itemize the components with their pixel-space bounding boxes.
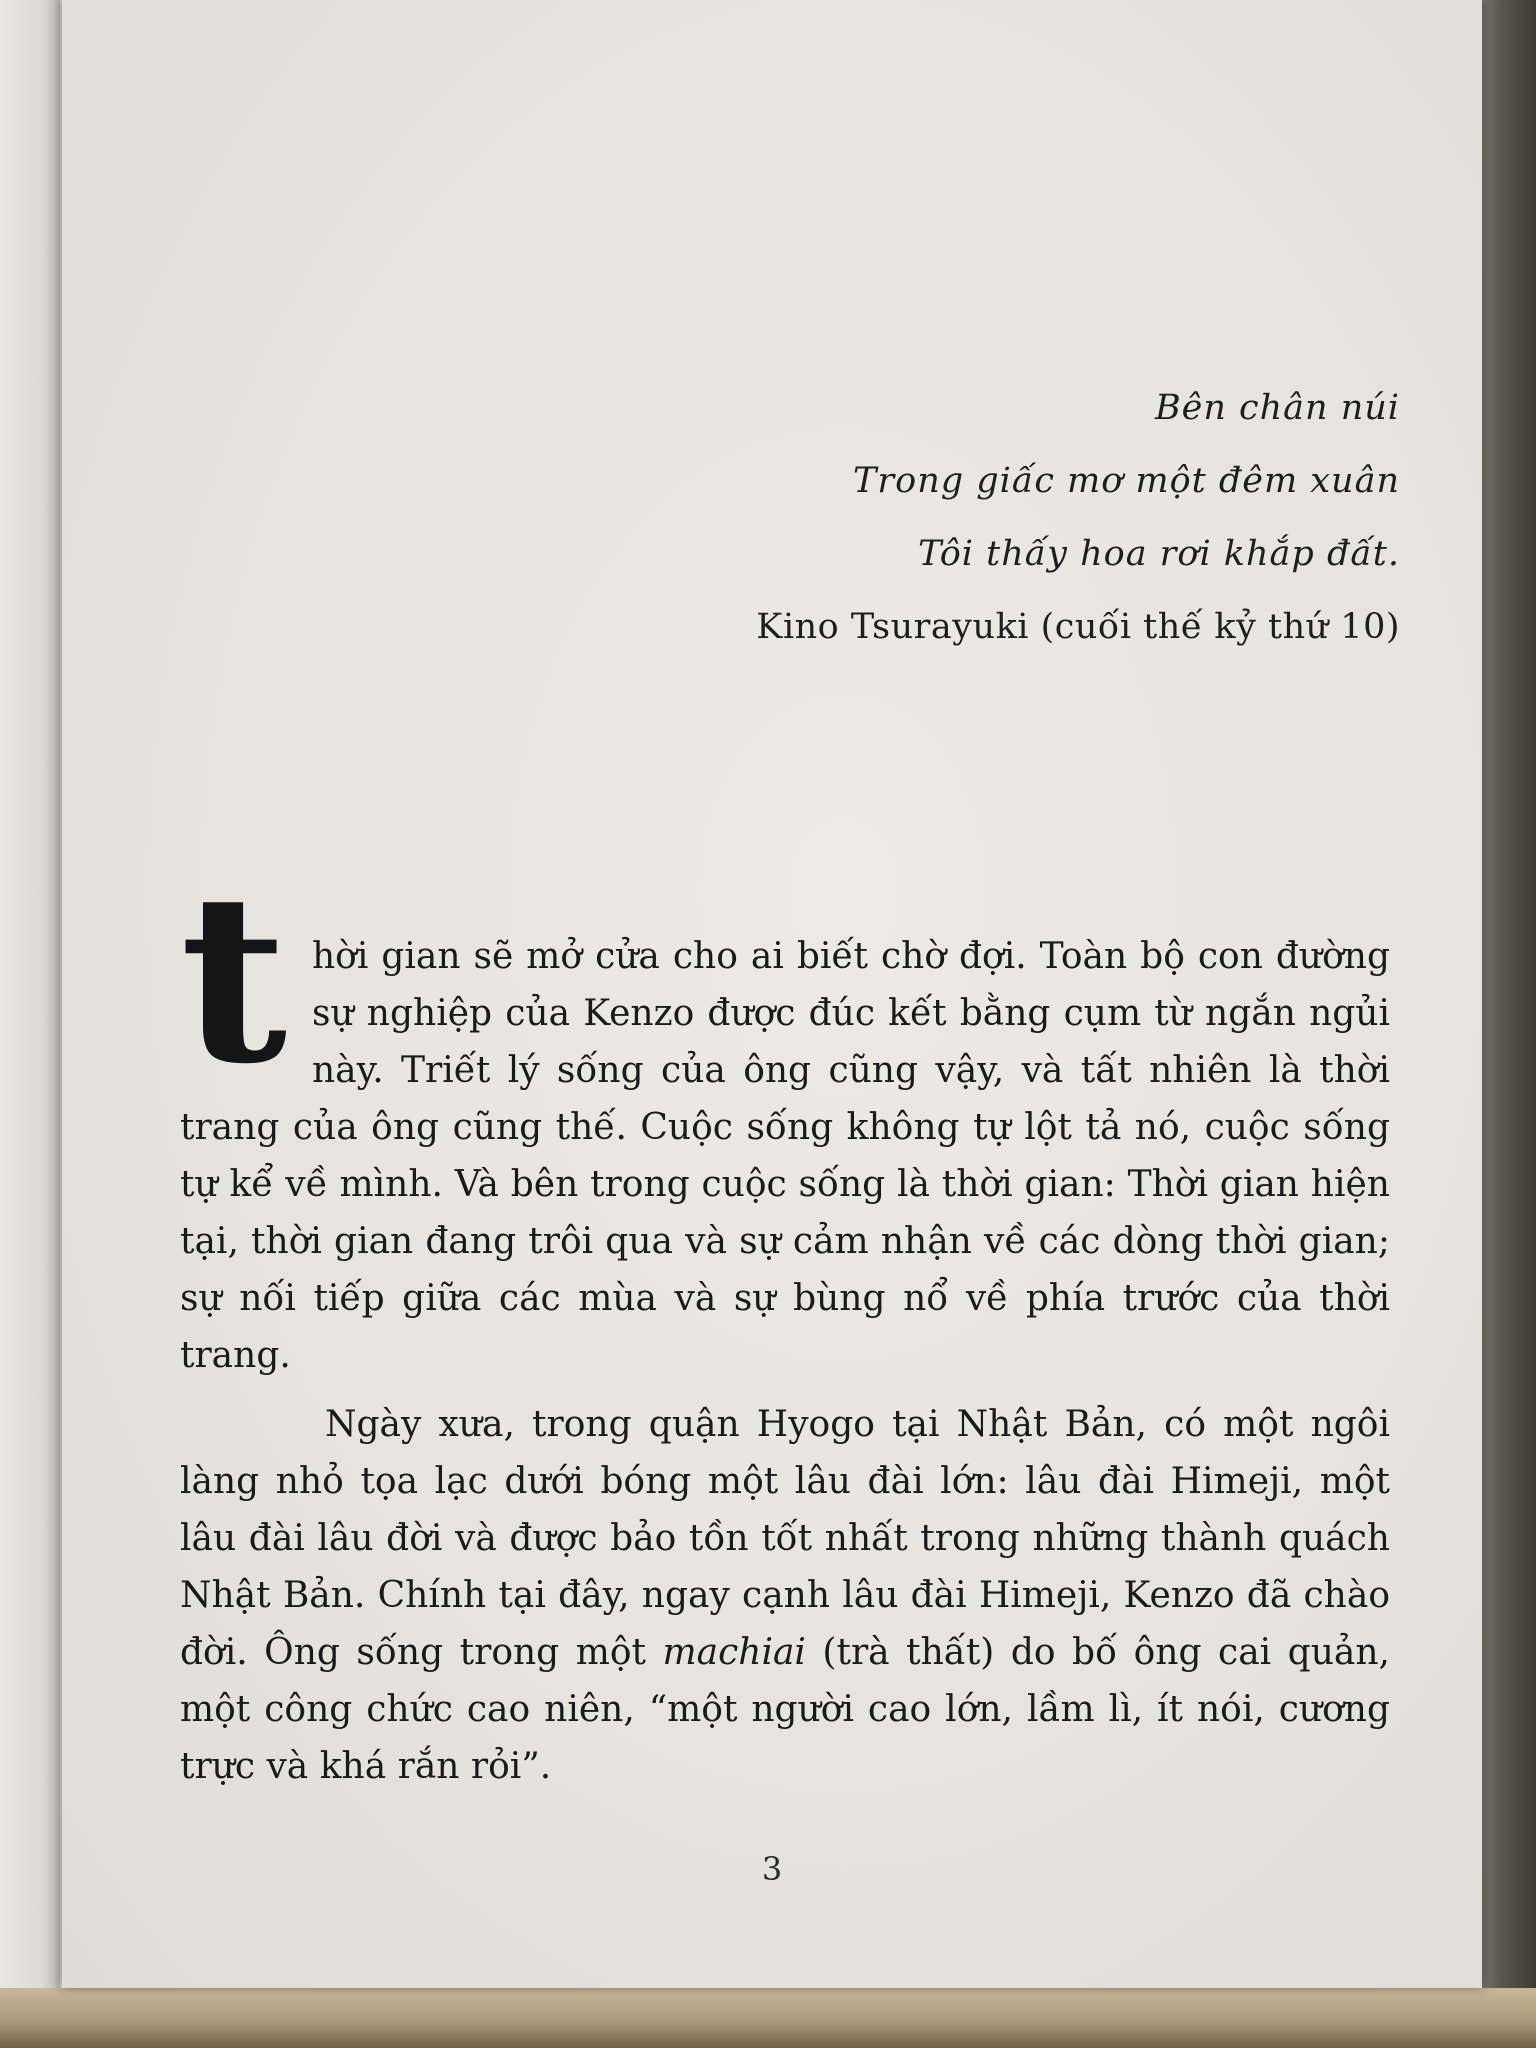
paragraph-1 bbox=[180, 842, 1390, 1384]
book-page bbox=[62, 0, 1482, 1988]
body-text bbox=[180, 842, 1390, 1795]
epigraph-line-3: Tôi thấy hoa rơi khắp đất. bbox=[918, 534, 1400, 574]
epigraph-line-1: Bên chân núi bbox=[1154, 388, 1400, 428]
paragraph-2 bbox=[180, 1396, 1390, 1795]
previous-page-edge bbox=[0, 0, 60, 2048]
epigraph-attribution: Kino Tsurayuki (cuối thế kỷ thứ 10) bbox=[756, 607, 1400, 647]
epigraph-line-2: Trong giấc mơ một đêm xuân bbox=[853, 461, 1400, 501]
epigraph bbox=[756, 372, 1400, 664]
italic-term: machiai bbox=[662, 1632, 806, 1673]
drop-cap: t bbox=[180, 842, 288, 1115]
page-number: 3 bbox=[761, 1850, 783, 1888]
paragraph-2-text-end: (trà thất) do bố ông cai quản, một công chức cao niên, “một người cao lớn, lầm lì, ít nói, cương trực và khá rắn rỏi”. bbox=[180, 1632, 1390, 1787]
background-surface bbox=[1476, 0, 1536, 2048]
paragraph-2-text-start: Ngày xưa, trong quận Hyogo tại Nhật Bản, có một ngôi làng nhỏ tọa lạc dưới bóng một lâu đài lớn: lâu đài Himeji, một lâu đài lâu đời và được bảo tồn tốt nhất trong những thành quách Nhật Bản. Chính tại đây, ngay cạnh lâu đài Himeji, Kenzo đã chào đời. Ông sống trong một bbox=[180, 1404, 1390, 1673]
book-bottom-edge bbox=[0, 1988, 1536, 2048]
paragraph-1-text: hời gian sẽ mở cửa cho ai biết chờ đợi. Toàn bộ con đường sự nghiệp của Kenzo được đúc kết bằng cụm từ ngắn ngủi này. Triết lý sống của ông cũng vậy, và tất nhiên là thời trang của ông cũng thế. Cuộc sống không tự lột tả nó, cuộc sống tự kể về mình. Và bên trong cuộc sống là thời gian: Thời gian hiện tại, thời gian đang trôi qua và sự cảm nhận về các dòng thời gian; sự nối tiếp giữa các mùa và sự bùng nổ về phía trước của thời trang. bbox=[180, 936, 1390, 1376]
